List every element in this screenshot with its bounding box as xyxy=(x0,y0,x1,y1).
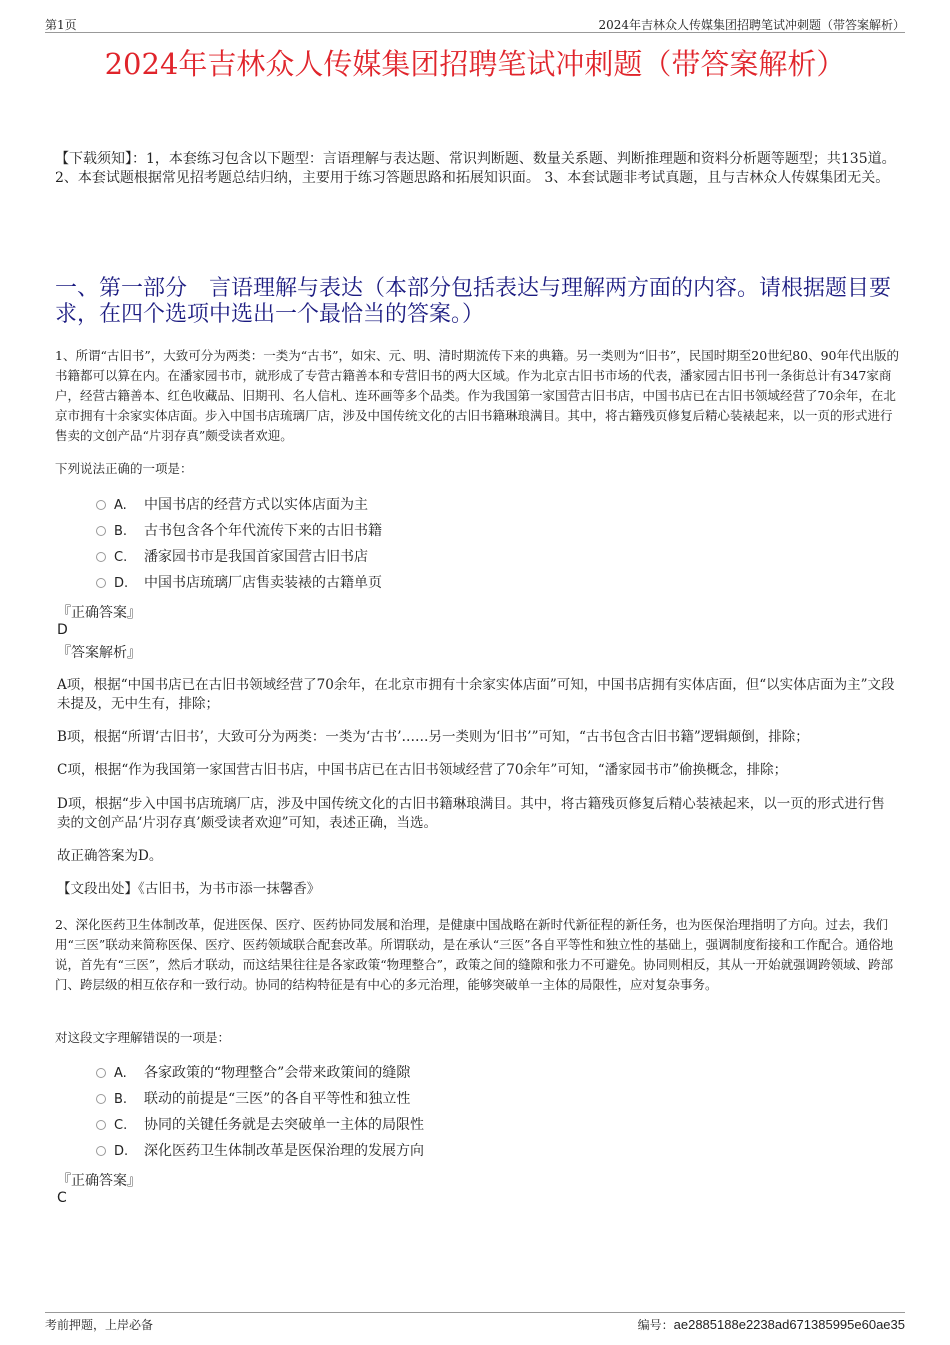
q2-prompt: 对这段文字理解错误的一项是： xyxy=(55,1030,231,1045)
q1-analysis-a: A项，根据“中国书店已在古旧书领域经营了70余年，在北京市拥有十余家实体店面”可知，中国书店拥有实体店面，但“以实体店面为主”文段未提及，无中生有，排除； xyxy=(57,677,895,712)
radio-icon[interactable] xyxy=(96,1146,106,1156)
q1-analysis-d: D项，根据“步入中国书店琉璃厂店，涉及中国传统文化的古旧书籍琳琅满目。其中，将古籍残页修复后精心装裱起来，以一页的形式进行售卖的文创产品‘片羽存真’颇受读者欢迎”可知，表述正确，当选。 xyxy=(57,796,885,831)
q1-answer: D xyxy=(57,622,68,638)
q1-analysis-label: 『答案解析』 xyxy=(57,645,141,661)
radio-icon[interactable] xyxy=(96,1094,106,1104)
document-code: 编号：ae2885188e2238ad671385995e60ae35 xyxy=(637,1317,905,1332)
footer-slogan: 考前押题，上岸必备 xyxy=(45,1318,154,1332)
radio-icon[interactable] xyxy=(96,552,106,562)
q2-option-d[interactable]: D. 深化医药卫生体制改革是医保治理的发展方向 xyxy=(96,1141,424,1162)
page-header xyxy=(45,14,905,33)
q2-option-c[interactable]: C. 协同的关键任务就是去突破单一主体的局限性 xyxy=(96,1115,424,1136)
section-heading: 一、第一部分 言语理解与表达（本部分包括表达与理解两方面的内容。请根据题目要求，在四个选项中选出一个最恰当的答案。） xyxy=(55,276,892,327)
document-title: 2024年吉林众人传媒集团招聘笔试冲刺题（带答案解析） xyxy=(104,47,846,81)
q1-analysis-b: B项，根据“所谓‘古旧书’，大致可分为两类：一类为‘古书’……另一类则为‘旧书’”可知，“古书包含古旧书籍”逻辑颠倒，排除； xyxy=(57,729,809,745)
q1-prompt: 下列说法正确的一项是： xyxy=(55,461,193,476)
q1-analysis-c: C项，根据“作为我国第一家国营古旧书店，中国书店已在古旧书领域经营了70余年”可知，“潘家园书市”偷换概念，排除； xyxy=(57,762,788,778)
radio-icon[interactable] xyxy=(96,1120,106,1130)
q2-answer-label: 『正确答案』 xyxy=(57,1173,141,1189)
q1-option-d[interactable]: D. 中国书店琉璃厂店售卖装裱的古籍单页 xyxy=(96,573,382,594)
q1-answer-label: 『正确答案』 xyxy=(57,605,141,621)
q1-option-c[interactable]: C. 潘家园书市是我国首家国营古旧书店 xyxy=(96,547,368,568)
radio-icon[interactable] xyxy=(96,578,106,588)
page-footer xyxy=(45,1312,905,1332)
q1-conclusion: 故正确答案为D。 xyxy=(57,848,163,864)
q1-option-b[interactable]: B. 古书包含各个年代流传下来的古旧书籍 xyxy=(96,521,382,542)
q2-option-b[interactable]: B. 联动的前提是“三医”的各自平等性和独立性 xyxy=(96,1089,410,1110)
header-doc-title: 2024年吉林众人传媒集团招聘笔试冲刺题（带答案解析） xyxy=(598,18,905,32)
q2-option-a[interactable]: A. 各家政策的“物理整合”会带来政策间的缝隙 xyxy=(96,1063,410,1084)
download-notice: 【下载须知】：1，本套练习包含以下题型：言语理解与表达题、常识判断题、数量关系题、判断推理题和资料分析题等题型；共135道。 2、本套试题根据常见招考题总结归纳，主要用于练习答题思路和拓展知识面。 3、本套试题非考试真题，且与吉林众人传媒集团无关。 xyxy=(55,151,896,186)
q1-source: 【文段出处】《古旧书，为书市添一抹馨香》 xyxy=(57,881,321,897)
q2-answer: C xyxy=(57,1190,67,1206)
radio-icon[interactable] xyxy=(96,1068,106,1078)
radio-icon[interactable] xyxy=(96,500,106,510)
radio-icon[interactable] xyxy=(96,526,106,536)
q2-stem: 2、深化医药卫生体制改革，促进医保、医疗、医药协同发展和治理，是健康中国战略在新时代新征程的新任务，也为医保治理指明了方向。过去，我们用“三医”联动来简称医保、医疗、医药领域联合配套改革。所谓联动，是在承认“三医”各自平等性和独立性的基础上，强调制度衔接和工作配合。通俗地说，首先有“三医”，然后才联动，而这结果往往是各家政策“物理整合”，政策之间的缝隙和张力不可避免。协同则相反，其从一开始就强调跨领域、跨部门、跨层级的相互依存和一致行动。协同的结构特征是有中心的多元治理，能够突破单一主体的局限性，应对复杂事务。 xyxy=(55,917,894,992)
q1-option-a[interactable]: A. 中国书店的经营方式以实体店面为主 xyxy=(96,495,368,516)
q1-stem: 1、所谓“古旧书”，大致可分为两类：一类为“古书”，如宋、元、明、清时期流传下来的典籍。另一类则为“旧书”，民国时期至20世纪80、90年代出版的书籍都可以算在内。在潘家园书市，就形成了专营古籍善本和专营旧书的两大区域。作为北京古旧书市场的代表，潘家园古旧书刊一条街总计有347家商户，经营古籍善本、红色收藏品、旧期刊、名人信札、连环画等多个品类。作为我国第一家国营古旧书店，中国书店已在古旧书领域经营了70余年，在北京市拥有十余家实体店面。步入中国书店琉璃厂店，涉及中国传统文化的古旧书籍琳琅满目。其中，将古籍残页修复后精心装裱起来，以一页的形式进行售卖的文创产品“片羽存真”颇受读者欢迎。 xyxy=(55,348,900,443)
page-number: 第1页 xyxy=(45,18,77,32)
